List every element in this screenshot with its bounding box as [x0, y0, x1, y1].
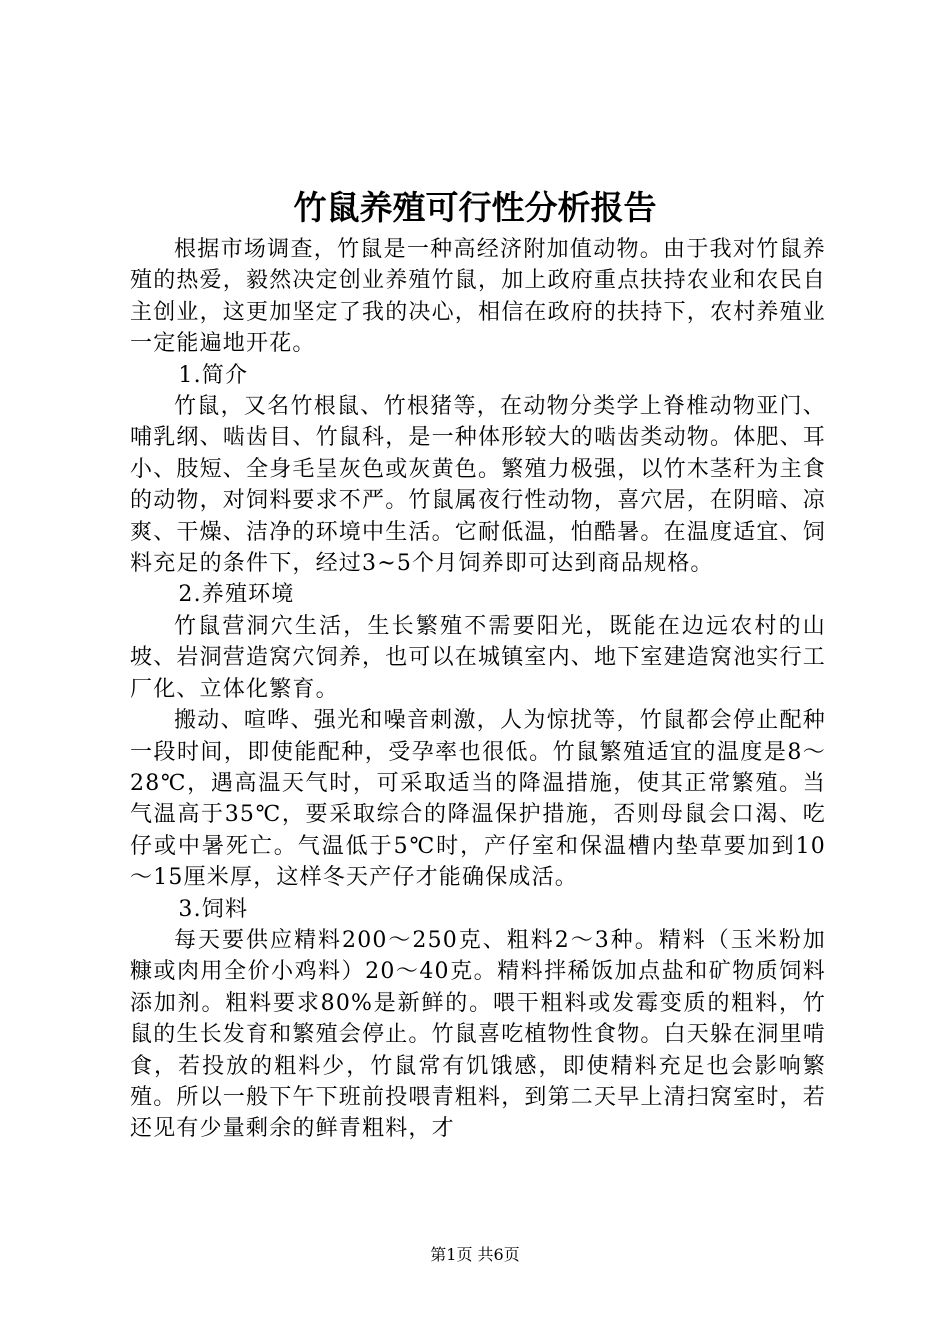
paragraph-breeding-temperature: 搬动、喧哗、强光和噪音刺激，人为惊扰等，竹鼠都会停止配种一段时间，即使能配种，受孕率也很低。竹鼠繁殖适宜的温度是8～28℃，遇高温天气时，可采取适当的降温措施，使其正常繁殖。当气温高于35℃，要采取综合的降温保护措施，否则母鼠会口渴、吃仔或中暑死亡。气温低于5℃时，产仔室和保温槽内垫草要加到10～15厘米厚，这样冬天产仔才能确保成活。 [130, 708, 826, 891]
section-heading-intro: 1.简介 [178, 362, 249, 388]
section-heading-environment: 2.养殖环境 [178, 582, 295, 608]
paragraph-intro: 根据市场调查，竹鼠是一种高经济附加值动物。由于我对竹鼠养殖的热爱，毅然决定创业养殖竹鼠，加上政府重点扶持农业和农民自主创业，这更加坚定了我的决心，相信在政府的扶持下，农村养殖业一定能遍地开花。 [130, 237, 827, 357]
page-footer: 第1页 共6页 [430, 1245, 520, 1264]
paragraph-description: 竹鼠，又名竹根鼠、竹根猪等，在动物分类学上脊椎动物亚门、哺乳纲、啮齿目、竹鼠科，是一种体形较大的啮齿类动物。体肥、耳小、肢短、全身毛呈灰色或灰黄色。繁殖力极强，以竹木茎秆为主食的动物，对饲料要求不严。竹鼠属夜行性动物，喜穴居，在阴暗、凉爽、干燥、洁净的环境中生活。它耐低温，怕酷暑。在温度适宜、饲料充足的条件下，经过3~5个月饲养即可达到商品规格。 [130, 394, 827, 577]
document-title: 竹鼠养殖可行性分析报告 [293, 188, 657, 227]
document-body [130, 234, 826, 1145]
paragraph-environment: 竹鼠营洞穴生活，生长繁殖不需要阳光，既能在边远农村的山坡、岩洞营造窝穴饲养，也可以在城镇室内、地下室建造窝池实行工厂化、立体化繁育。 [130, 613, 827, 702]
paragraph-feed: 每天要供应精料200～250克、粗料2～3种。精料（玉米粉加糠或肉用全价小鸡料）20～40克。精料拌稀饭加点盐和矿物质饲料添加剂。粗料要求80%是新鲜的。喂干粗料或发霉变质的粗料，竹鼠的生长发育和繁殖会停止。竹鼠喜吃植物性食物。白天躲在洞里啃食，若投放的粗料少，竹鼠常有饥饿感，即使精料充足也会影响繁殖。所以一般下午下班前投喂青粗料，到第二天早上清扫窝室时，若还见有少量剩余的鲜青粗料，才 [130, 927, 827, 1142]
section-heading-feed: 3.饲料 [178, 896, 249, 922]
